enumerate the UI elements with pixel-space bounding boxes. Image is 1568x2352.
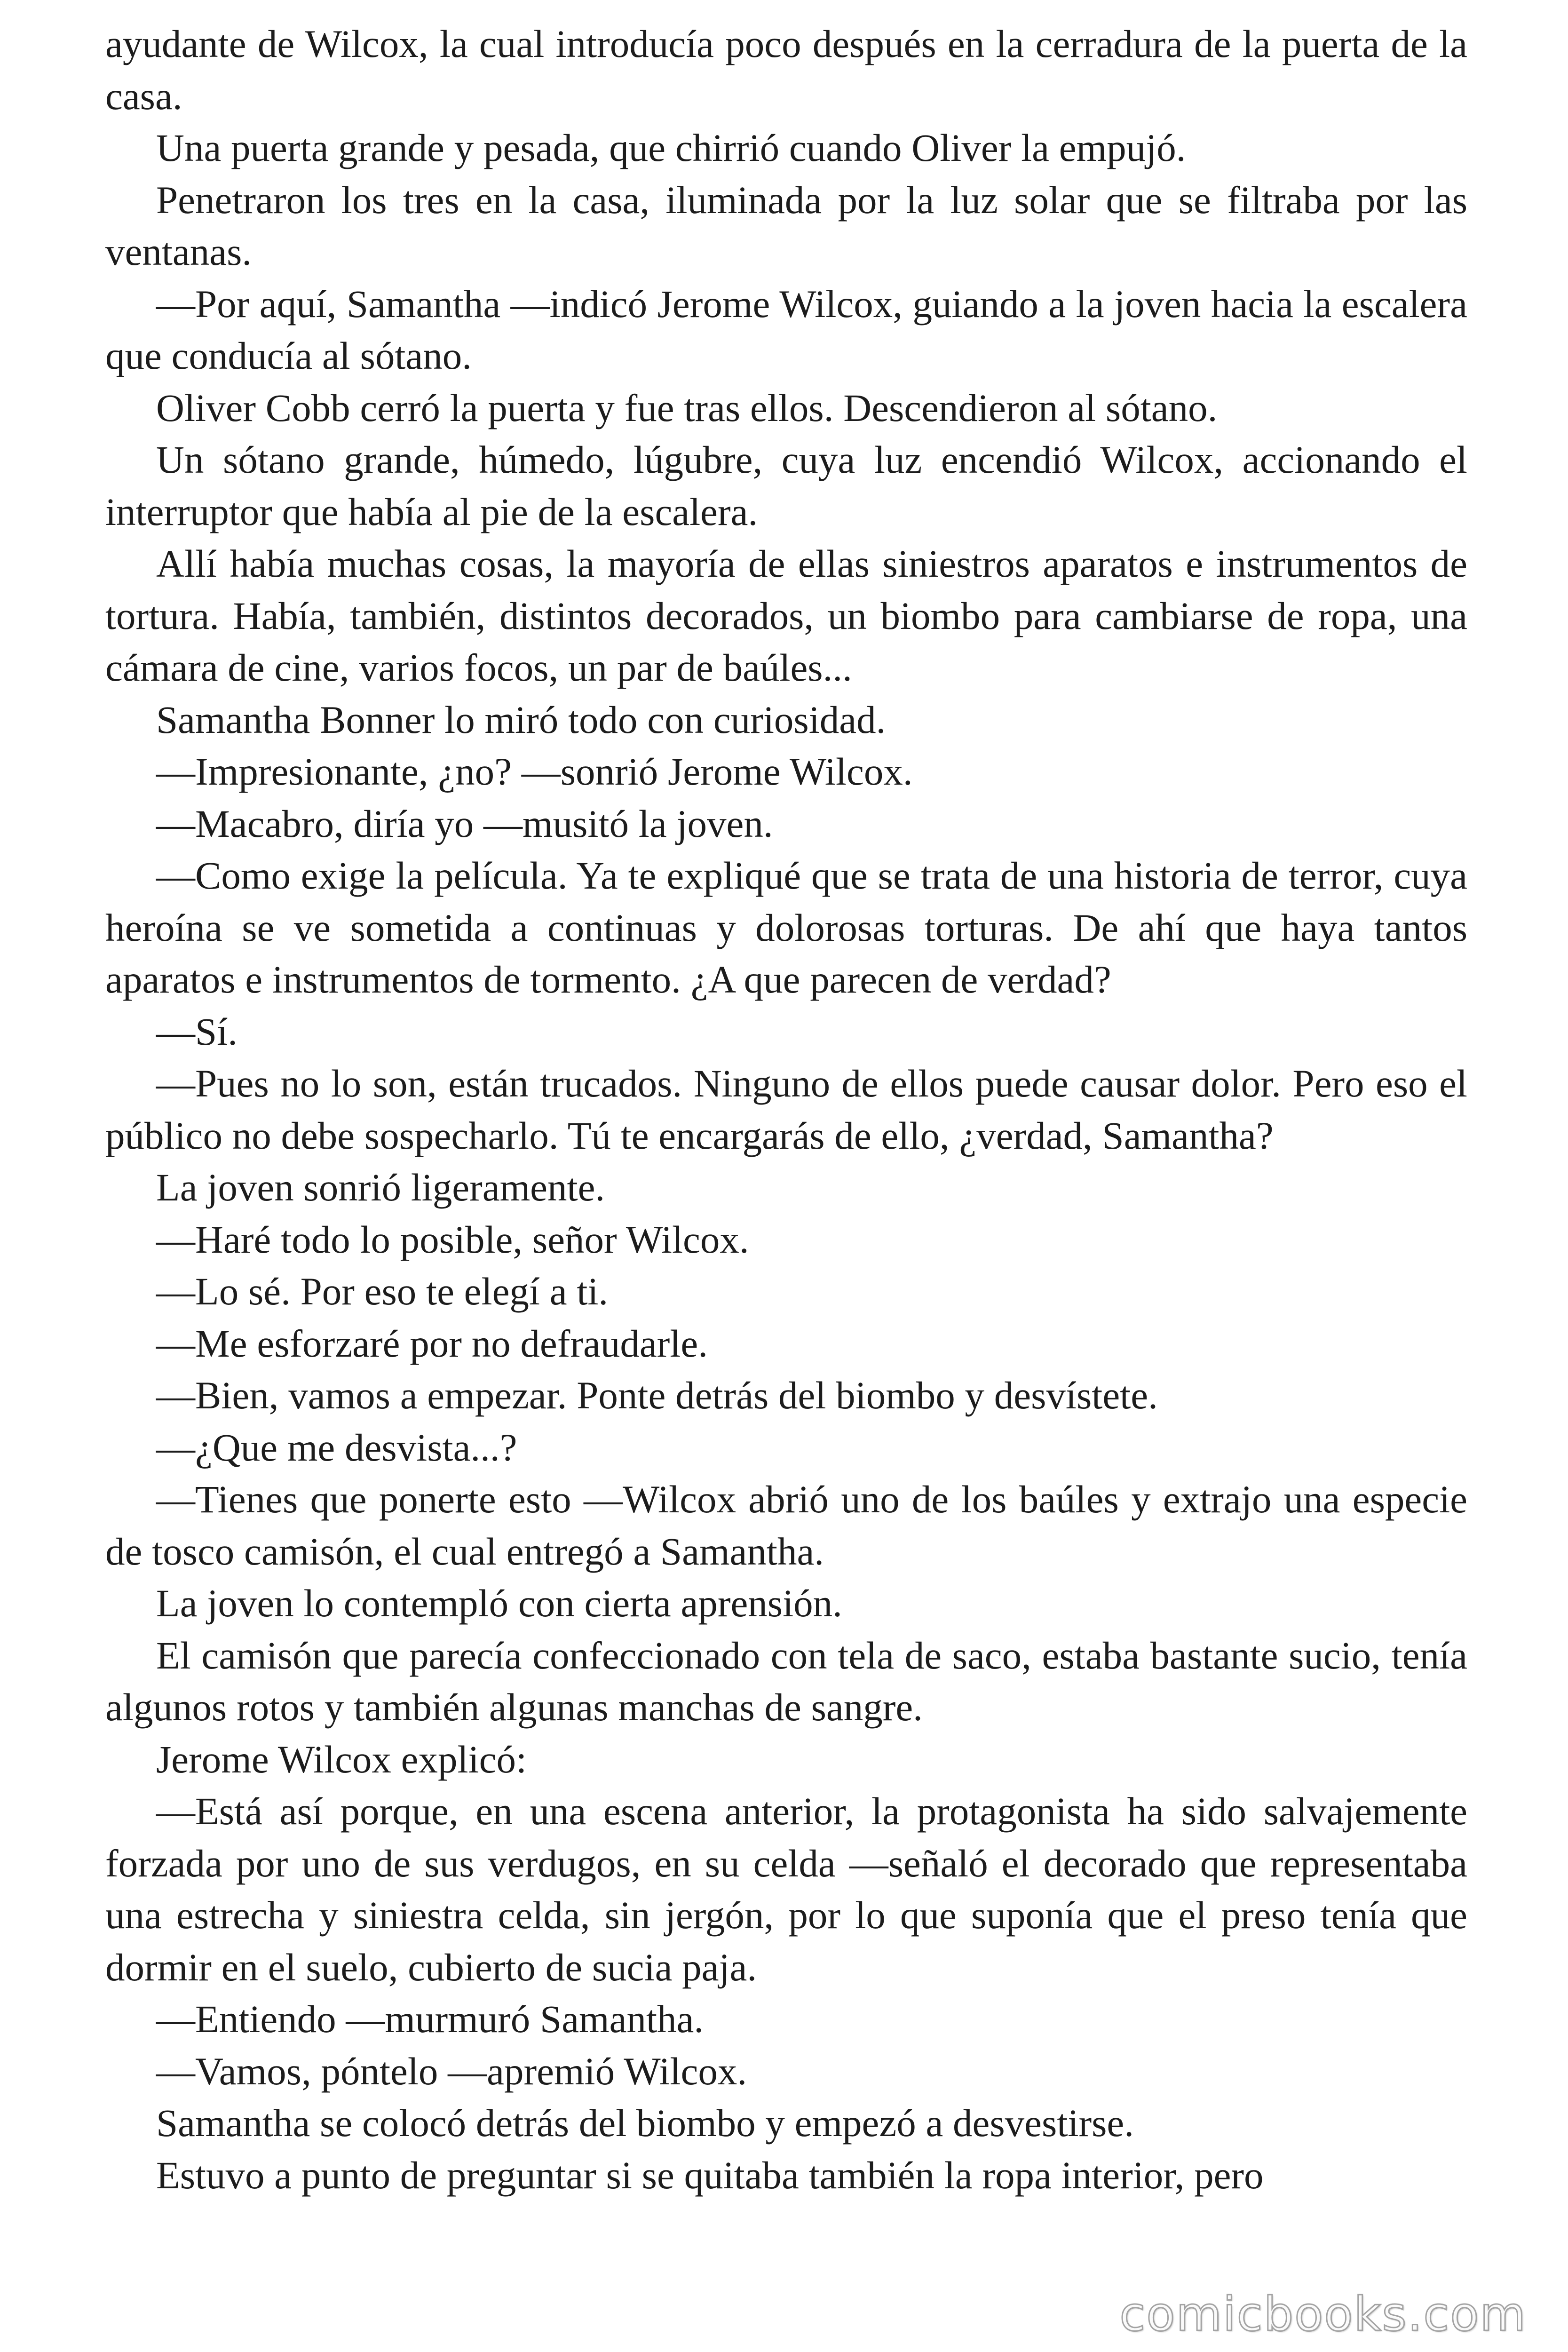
paragraph: Estuvo a punto de preguntar si se quitaba también la ropa interior, pero — [156, 2153, 1264, 2197]
paragraph: —Pues no lo son, están trucados. Ninguno de ellos puede causar dolor. Pero eso el público no debe sospecharlo. Tú te encargarás de ello, ¿verdad, Samantha? — [105, 1062, 1467, 1157]
paragraph: —Impresionante, ¿no? —sonrió Jerome Wilcox. — [156, 750, 913, 793]
paragraph: —Lo sé. Por eso te elegí a ti. — [156, 1270, 609, 1313]
paragraph: —Macabro, diría yo —musitó la joven. — [156, 802, 773, 845]
paragraph: Samantha se colocó detrás del biombo y empezó a desvestirse. — [156, 2101, 1134, 2145]
document-page — [105, 18, 1467, 2323]
paragraph: El camisón que parecía confeccionado con tela de saco, estaba bastante sucio, tenía algunos rotos y también algunas manchas de sangre. — [105, 1633, 1467, 1729]
paragraph: La joven sonrió ligeramente. — [156, 1166, 605, 1209]
paragraph: Una puerta grande y pesada, que chirrió cuando Oliver la empujó. — [156, 126, 1186, 169]
paragraph: —Haré todo lo posible, señor Wilcox. — [156, 1217, 749, 1261]
paragraph: Oliver Cobb cerró la puerta y fue tras ellos. Descendieron al sótano. — [156, 386, 1218, 429]
paragraph: —Sí. — [156, 1009, 238, 1053]
paragraph: —Por aquí, Samantha —indicó Jerome Wilcox, guiando a la joven hacia la escalera que conducía al sótano. — [105, 282, 1467, 377]
watermark-logo: comicbooks.com — [1119, 2287, 1527, 2342]
paragraph: —Como exige la película. Ya te expliqué que se trata de una historia de terror, cuya heroína se ve sometida a continuas y dolorosas torturas. De ahí que haya tantos aparatos e instrumentos de tormento. ¿A que parecen de verdad? — [105, 854, 1467, 1001]
paragraph: —Me esforzaré por no defraudarle. — [156, 1321, 708, 1365]
paragraph: Samantha Bonner lo miró todo con curiosidad. — [156, 698, 886, 741]
paragraph: —Tienes que ponerte esto —Wilcox abrió uno de los baúles y extrajo una especie de tosco camisón, el cual entregó a Samantha. — [105, 1478, 1467, 1573]
paragraph: —Entiendo —murmuró Samantha. — [156, 1997, 704, 2041]
paragraph: —Bien, vamos a empezar. Ponte detrás del biombo y desvístete. — [156, 1374, 1158, 1417]
paragraph: Penetraron los tres en la casa, iluminada por la luz solar que se filtraba por las ventanas. — [105, 178, 1467, 273]
paragraph: Un sótano grande, húmedo, lúgubre, cuya luz encendió Wilcox, accionando el interruptor que había al pie de la escalera. — [105, 438, 1467, 533]
paragraph: —Está así porque, en una escena anterior, la protagonista ha sido salvajemente forzada por uno de sus verdugos, en su celda —señaló el decorado que representaba una estrecha y siniestra celda, sin jergón, por lo que suponía que el preso tenía que dormir en el suelo, cubierto de sucia paja. — [105, 1789, 1467, 1989]
paragraph: Allí había muchas cosas, la mayoría de ellas siniestros aparatos e instrumentos de tortura. Había, también, distintos decorados, un biombo para cambiarse de ropa, una cámara de cine, varios focos, un par de baúles... — [105, 542, 1467, 689]
paragraph: —Vamos, póntelo —apremió Wilcox. — [156, 2049, 747, 2093]
paragraph: La joven lo contempló con cierta aprensión. — [156, 1581, 842, 1625]
paragraph: —¿Que me desvista...? — [156, 1425, 517, 1469]
paragraph: ayudante de Wilcox, la cual introducía poco después en la cerradura de la puerta de la casa. — [105, 22, 1467, 118]
paragraph: Jerome Wilcox explicó: — [156, 1737, 527, 1781]
